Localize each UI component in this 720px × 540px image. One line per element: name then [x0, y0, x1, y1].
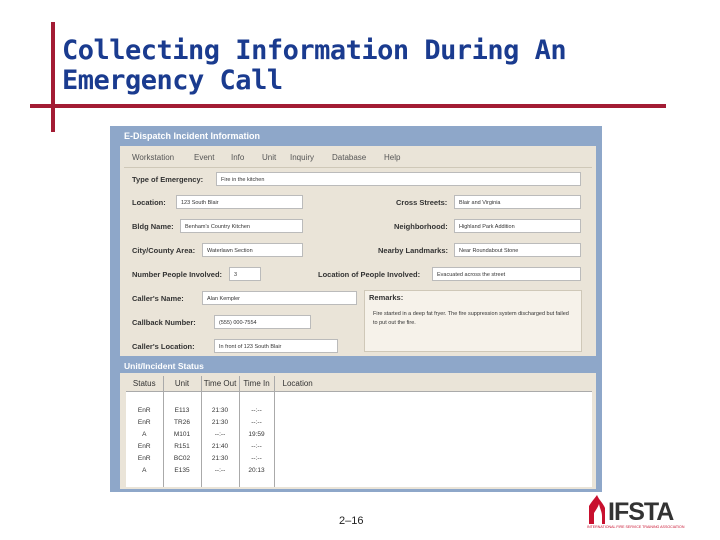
city-county-area-label: City/County Area:	[132, 246, 196, 255]
status-table	[126, 376, 592, 487]
cell-status: EnR	[137, 454, 151, 462]
cell-time-out: 21:30	[201, 416, 239, 428]
cell-time-out: 21:30	[201, 404, 239, 416]
cell-unit: R151	[163, 440, 201, 452]
cell-status: EnR	[137, 442, 151, 450]
cell-location	[274, 404, 592, 416]
status-section-title: Unit/Incident Status	[124, 361, 204, 371]
cell-unit: E113	[163, 404, 201, 416]
cell-status: EnR	[137, 418, 151, 426]
menu-divider	[124, 167, 592, 168]
number-people-field[interactable]: 3	[229, 267, 261, 281]
cell-time-in: --:--	[239, 416, 274, 428]
cell-location	[274, 452, 592, 464]
slide-title-line-1: Collecting Information During An	[62, 35, 567, 66]
type-of-emergency-label: Type of Emergency:	[132, 175, 204, 184]
ifsta-logo	[586, 494, 712, 530]
cell-time-in: 19:59	[239, 428, 274, 440]
remarks-text[interactable]: Fire started in a deep fat fryer. The fire suppression system discharged but failed to put out the fire.	[373, 311, 569, 326]
cell-time-in: --:--	[239, 452, 274, 464]
cell-unit: BC02	[163, 452, 201, 464]
logo-subtitle: INTERNATIONAL FIRE SERVICE TRAINING ASSOCIATION	[587, 525, 685, 529]
location-label: Location:	[132, 198, 166, 207]
menu-workstation[interactable]: Workstation	[132, 153, 175, 162]
remarks-panel	[364, 290, 582, 352]
menu-bar	[120, 151, 596, 165]
neighborhood-field[interactable]: Highland Park Addition	[454, 219, 581, 233]
cell-status: A	[142, 466, 147, 474]
cell-status: EnR	[137, 406, 151, 414]
accent-horizontal-bar	[30, 104, 666, 108]
status-panel	[120, 373, 596, 489]
menu-event[interactable]: Event	[194, 153, 215, 162]
menu-inquiry[interactable]: Inquiry	[290, 153, 315, 162]
cell-location	[274, 464, 592, 476]
cell-time-out: --:--	[201, 464, 239, 476]
location-of-people-field[interactable]: Evacuated across the street	[432, 267, 581, 281]
cell-time-out: --:--	[201, 428, 239, 440]
table-row[interactable]	[126, 404, 592, 416]
cell-time-in: 20:13	[239, 464, 274, 476]
col-location: Location	[274, 376, 592, 392]
cell-time-in: --:--	[239, 404, 274, 416]
callers-name-label: Caller's Name:	[132, 294, 184, 303]
flame-icon	[589, 495, 605, 524]
callers-name-field[interactable]: Alan Kempler	[202, 291, 357, 305]
status-header-row	[126, 376, 592, 392]
slide-title	[62, 36, 566, 96]
nearby-landmarks-field[interactable]: Near Roundabout Stone	[454, 243, 581, 257]
cell-location	[274, 428, 592, 440]
type-of-emergency-field[interactable]: Fire in the kitchen	[216, 172, 581, 186]
incident-form	[120, 146, 596, 356]
callback-number-field[interactable]: (555) 000-7554	[214, 315, 311, 329]
location-of-people-label: Location of People Involved:	[318, 270, 421, 279]
col-status: Status	[126, 376, 163, 392]
cell-status: A	[142, 430, 147, 438]
logo-wordmark: IFSTA	[608, 498, 674, 526]
table-row[interactable]	[126, 464, 592, 476]
location-field[interactable]: 123 South Blair	[176, 195, 303, 209]
table-row[interactable]	[126, 440, 592, 452]
cell-time-out: 21:30	[201, 452, 239, 464]
col-time-in: Time In	[239, 376, 274, 392]
cell-unit: TR26	[163, 416, 201, 428]
menu-database[interactable]: Database	[332, 153, 367, 162]
cross-streets-field[interactable]: Blair and Virginia	[454, 195, 581, 209]
cell-time-in: --:--	[239, 440, 274, 452]
menu-unit[interactable]: Unit	[262, 153, 277, 162]
remarks-label: Remarks:	[369, 293, 404, 302]
bldg-name-field[interactable]: Benham's Country Kitchen	[180, 219, 303, 233]
cell-time-out: 21:40	[201, 440, 239, 452]
city-county-area-field[interactable]: Waterlawn Section	[202, 243, 303, 257]
callers-location-label: Caller's Location:	[132, 342, 195, 351]
nearby-landmarks-label: Nearby Landmarks:	[378, 246, 449, 255]
table-row[interactable]	[126, 416, 592, 428]
callers-location-field[interactable]: In front of 123 South Blair	[214, 339, 338, 353]
menu-help[interactable]: Help	[384, 153, 401, 162]
page-number: 2–16	[339, 515, 364, 527]
table-row[interactable]	[126, 452, 592, 464]
col-time-out: Time Out	[201, 376, 239, 392]
table-row[interactable]	[126, 428, 592, 440]
cross-streets-label: Cross Streets:	[396, 198, 448, 207]
col-unit: Unit	[163, 376, 201, 392]
cell-location	[274, 440, 592, 452]
callback-number-label: Callback Number:	[132, 318, 196, 327]
cell-location	[274, 416, 592, 428]
accent-vertical-bar	[51, 22, 55, 132]
window-title: E-Dispatch Incident Information	[124, 131, 261, 141]
dispatch-window	[110, 126, 602, 492]
slide-title-line-2: Emergency Call	[62, 65, 283, 96]
menu-info[interactable]: Info	[231, 153, 245, 162]
cell-unit: E135	[163, 464, 201, 476]
neighborhood-label: Neighborhood:	[394, 222, 448, 231]
number-people-label: Number People Involved:	[132, 270, 223, 279]
bldg-name-label: Bldg Name:	[132, 222, 174, 231]
cell-unit: M101	[163, 428, 201, 440]
